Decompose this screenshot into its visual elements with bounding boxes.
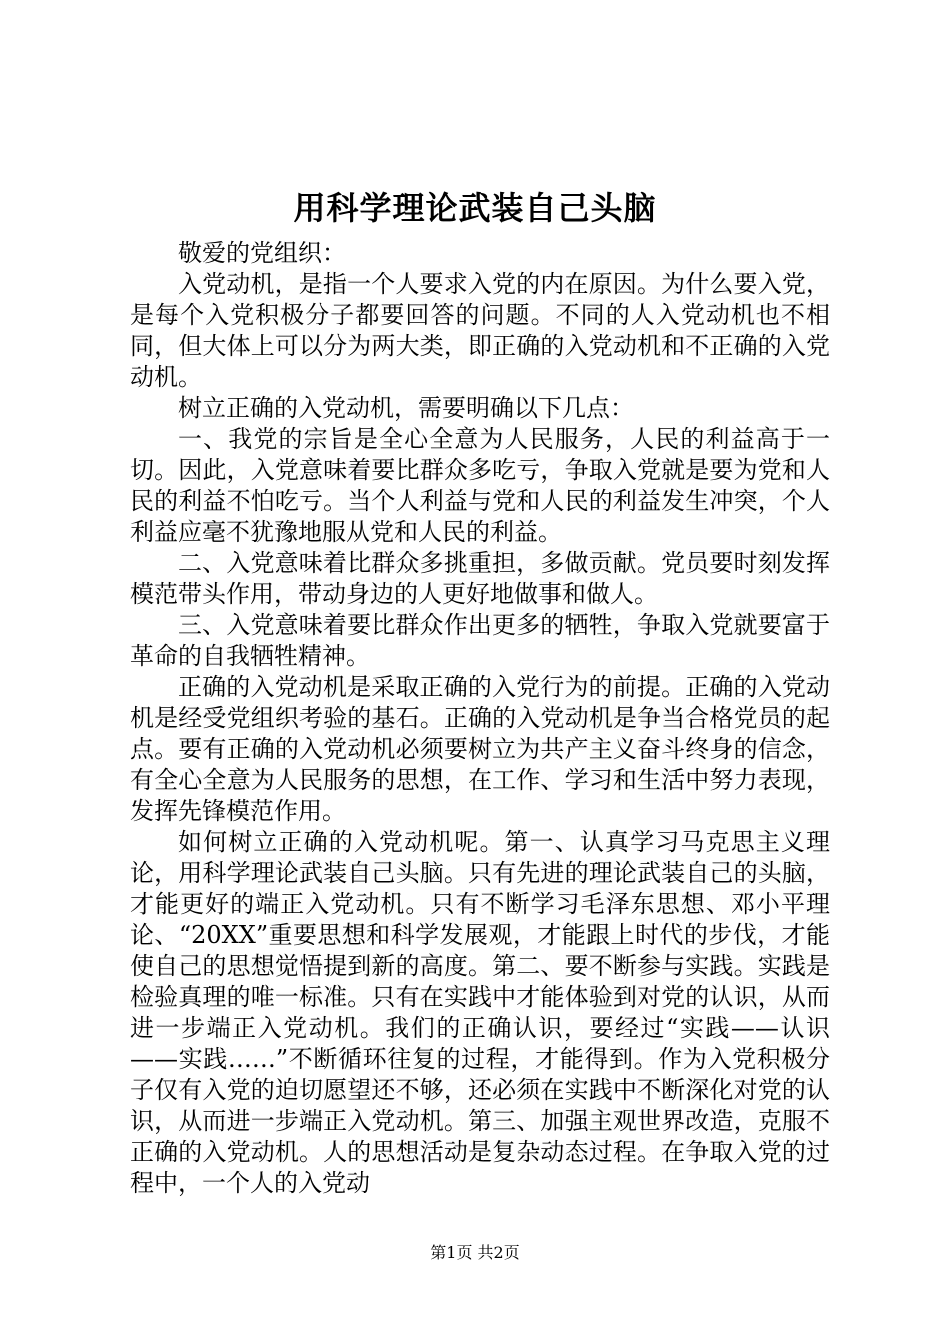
document-body [130, 238, 830, 1199]
document-title: 用科学理论武装自己头脑 [293, 189, 657, 227]
salutation: 敬爱的党组织： [178, 239, 346, 267]
paragraph: 一、我党的宗旨是全心全意为人民服务，人民的利益高于一切。因此，入党意味着要比群众多吃亏，争取入党就是要为党和人民的利益不怕吃亏。当个人利益与党和人民的利益发生冲突，个人利益应毫不犹豫地服从党和人民的利益。 [130, 425, 830, 546]
paragraph: 如何树立正确的入党动机呢。第一、认真学习马克思主义理论，用科学理论武装自己头脑。只有先进的理论武装自己的头脑，才能更好的端正入党动机。只有不断学习毛泽东思想、邓小平理论、“20XX”重要思想和科学发展观，才能跟上时代的步伐，才能使自己的思想觉悟提到新的高度。第二、要不断参与实践。实践是检验真理的唯一标准。只有在实践中才能体验到对党的认识，从而进一步端正入党动机。我们的正确认识，要经过“实践——认识——实践……”不断循环往复的过程，才能得到。作为入党积极分子仅有入党的迫切愿望还不够，还必须在实践中不断深化对党的认识，从而进一步端正入党动机。第三、加强主观世界改造，克服不正确的入党动机。人的思想活动是复杂动态过程。在争取入党的过程中，一个人的入党动 [130, 828, 830, 1197]
paragraph: 树立正确的入党动机，需要明确以下几点： [178, 394, 634, 422]
paragraph: 二、入党意味着比群众多挑重担，多做贡献。党员要时刻发挥模范带头作用，带动身边的人更好地做事和做人。 [130, 549, 830, 608]
paragraph: 三、入党意味着要比群众作出更多的牺牲，争取入党就要富于革命的自我牺牲精神。 [130, 611, 830, 670]
paragraph: 入党动机，是指一个人要求入党的内在原因。为什么要入党，是每个入党积极分子都要回答的问题。不同的人入党动机也不相同，但大体上可以分为两大类，即正确的入党动机和不正确的入党动机。 [130, 270, 830, 391]
paragraph: 正确的入党动机是采取正确的入党行为的前提。正确的入党动机是经受党组织考验的基石。正确的入党动机是争当合格党员的起点。要有正确的入党动机必须要树立为共产主义奋斗终身的信念，有全心全意为人民服务的思想，在工作、学习和生活中努力表现，发挥先锋模范作用。 [130, 673, 830, 825]
page-number-footer: 第1页 共2页 [430, 1243, 520, 1262]
